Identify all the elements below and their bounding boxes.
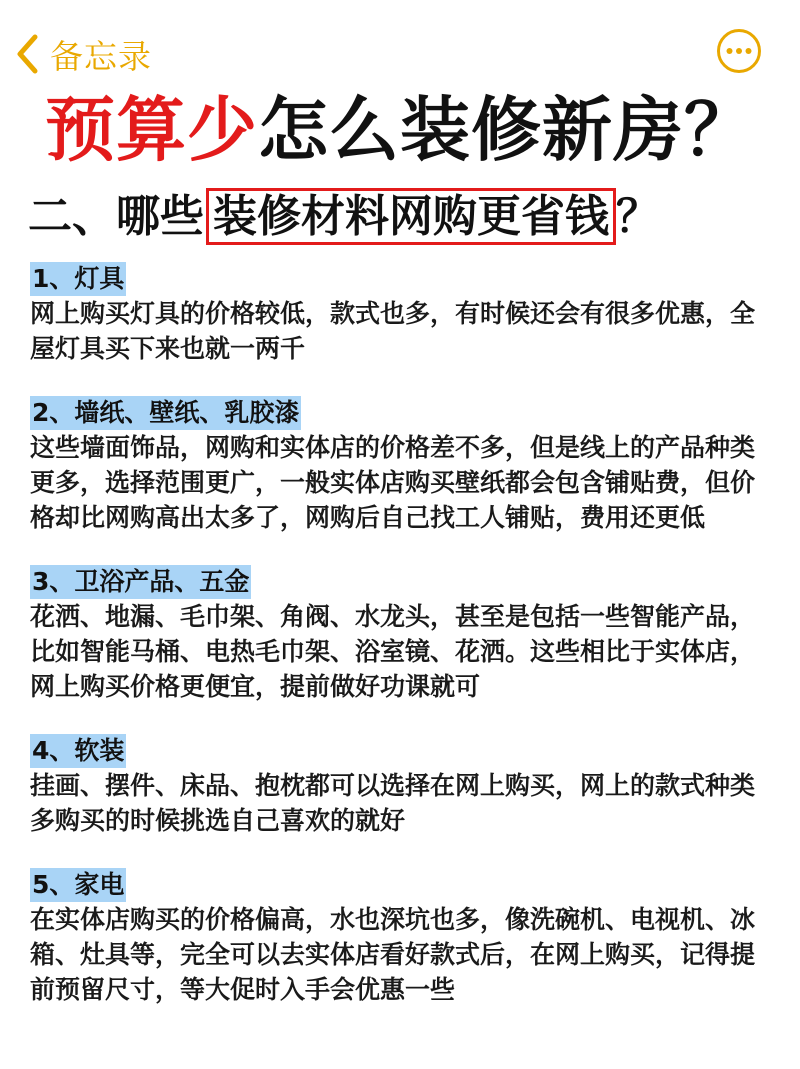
item-heading: 2、墙纸、壁纸、乳胶漆: [30, 396, 301, 430]
item-body: 挂画、摆件、床品、抱枕都可以选择在网上购买，网上的款式种类多购买的时候挑选自己喜欢的就好: [30, 771, 756, 835]
item-heading: 4、软装: [30, 734, 126, 768]
list-item: [30, 565, 778, 704]
subtitle-prefix: 二、哪些: [28, 191, 204, 242]
item-heading: 1、灯具: [30, 262, 126, 296]
back-label: 备忘录: [50, 36, 152, 76]
title-rest: 怎么装修新房？: [258, 89, 755, 171]
page-title: [0, 82, 800, 178]
section-subtitle: [28, 186, 660, 248]
item-heading: 3、卫浴产品、五金: [30, 565, 251, 599]
item-body: 在实体店购买的价格偏高，水也深坑也多，像洗碗机、电视机、冰箱、灶具等，完全可以去实体店看好款式后，在网上购买，记得提前预留尺寸，等大促时入手会优惠一些: [30, 905, 756, 1004]
chevron-left-icon: [14, 32, 40, 76]
item-body: 这些墙面饰品，网购和实体店的价格差不多，但是线上的产品种类更多，选择范围更广，一般实体店购买壁纸都会包含铺贴费，但价格却比网购高出太多了，网购后自己找工人铺贴，费用还更低: [30, 433, 756, 532]
more-button[interactable]: [716, 28, 762, 74]
list-item: [30, 734, 778, 838]
list-item: [30, 262, 778, 366]
content-list: [30, 262, 778, 1007]
more-horizontal-icon: [716, 28, 762, 74]
item-body: 花洒、地漏、毛巾架、角阀、水龙头，甚至是包括一些智能产品，比如智能马桶、电热毛巾架、浴室镜、花洒。这些相比于实体店，网上购买价格更便宜，提前做好功课就可: [30, 602, 756, 701]
list-item: [30, 396, 778, 535]
back-button[interactable]: [14, 26, 152, 82]
item-body: 网上购买灯具的价格较低，款式也多，有时候还会有很多优惠，全屋灯具买下来也就一两千: [30, 299, 756, 363]
title-highlight: 预算少: [45, 89, 258, 171]
subtitle-boxed-text: 装修材料网购更省钱: [206, 188, 616, 245]
subtitle-suffix: ？: [616, 191, 660, 242]
item-heading: 5、家电: [30, 868, 126, 902]
list-item: [30, 868, 778, 1007]
